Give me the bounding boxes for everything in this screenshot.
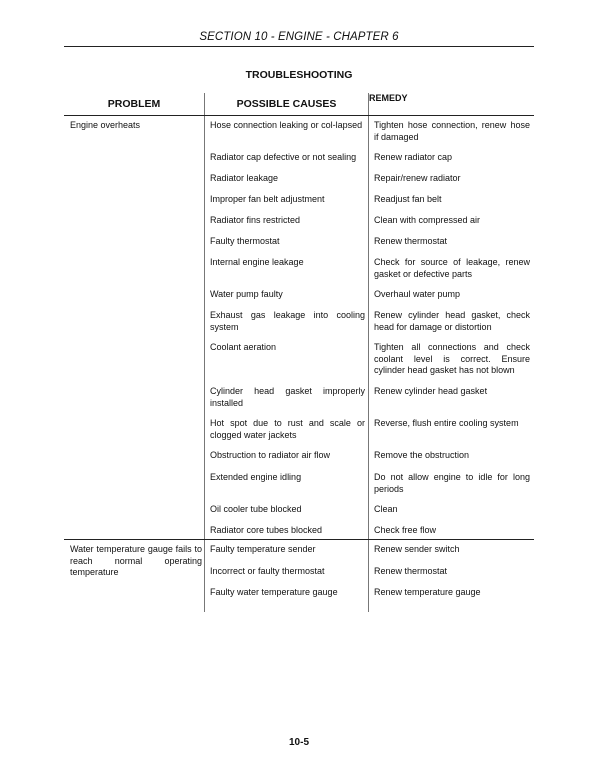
remedy-cell: Clean (374, 504, 398, 514)
cause-cell: Hose connection leaking or col-lapsed (210, 120, 363, 130)
cause-cell: Incorrect or faulty thermostat (210, 566, 325, 576)
column-header-causes: POSSIBLE CAUSES (236, 98, 337, 110)
remedy-cell: Clean with compressed air (374, 215, 481, 225)
column-header-remedy: REMEDY (369, 93, 408, 103)
cause-cell: Hot spot due to rust and scale or clogged water jackets (210, 418, 365, 440)
remedy-cell: Readjust fan belt (374, 194, 442, 204)
cause-cell: Radiator core tubes blocked (210, 525, 323, 535)
cause-cell: Internal engine leakage (210, 257, 304, 267)
cause-cell: Obstruction to radiator air flow (210, 450, 331, 460)
remedy-cell: Renew radiator cap (374, 152, 453, 162)
cause-cell: Radiator fins restricted (210, 215, 301, 225)
cause-cell: Coolant aeration (210, 342, 277, 352)
remedy-cell: Renew thermostat (374, 236, 448, 246)
problem-group (64, 116, 534, 540)
problem-cell: Water temperature gauge fails to reach normal operating temperature (70, 544, 202, 577)
page-number: 10-5 (288, 737, 309, 748)
section-header: SECTION 10 - ENGINE - CHAPTER 6 (199, 31, 399, 43)
remedy-cell: Remove the obstruction (374, 450, 470, 460)
remedy-cell: Renew cylinder head gasket (374, 386, 488, 396)
header-rule (64, 46, 534, 47)
cause-cell: Water pump faulty (210, 289, 283, 299)
remedy-cell: Check free flow (374, 525, 437, 535)
problem-cell: Engine overheats (70, 120, 141, 130)
cause-cell: Improper fan belt adjustment (210, 194, 325, 204)
cause-cell: Faulty thermostat (210, 236, 280, 246)
column-header-problem: PROBLEM (107, 98, 161, 110)
remedy-cell: Tighten all connections and check coolant level is correct. Ensure cylinder head gasket has not blown (374, 342, 530, 375)
cause-cell: Faulty temperature sender (210, 544, 316, 554)
remedy-cell: Tighten hose connection, renew hose if damaged (374, 120, 530, 142)
remedy-cell: Do not allow engine to idle for long periods (374, 472, 530, 494)
cause-cell: Extended engine idling (210, 472, 302, 482)
cause-cell: Exhaust gas leakage into cooling system (210, 310, 365, 332)
remedy-cell: Repair/renew radiator (374, 173, 461, 183)
cause-cell: Faulty water temperature gauge (210, 587, 338, 597)
remedy-cell: Renew thermostat (374, 566, 448, 576)
remedy-cell: Renew cylinder head gasket, check head for damage or distortion (374, 310, 530, 332)
remedy-cell: Overhaul water pump (374, 289, 461, 299)
troubleshooting-table (64, 93, 534, 613)
page-subtitle: TROUBLESHOOTING (245, 69, 353, 81)
cause-cell: Oil cooler tube blocked (210, 504, 302, 514)
cause-cell: Radiator cap defective or not sealing (210, 152, 357, 162)
remedy-cell: Renew sender switch (374, 544, 460, 554)
problem-group (64, 540, 534, 613)
cause-cell: Cylinder head gasket improperly installed (210, 386, 365, 408)
remedy-cell: Check for source of leakage, renew gasket or defective parts (374, 257, 530, 279)
table-header-row (64, 93, 534, 116)
cause-cell: Radiator leakage (210, 173, 279, 183)
remedy-cell: Renew temperature gauge (374, 587, 481, 597)
remedy-cell: Reverse, flush entire cooling system (374, 418, 519, 428)
